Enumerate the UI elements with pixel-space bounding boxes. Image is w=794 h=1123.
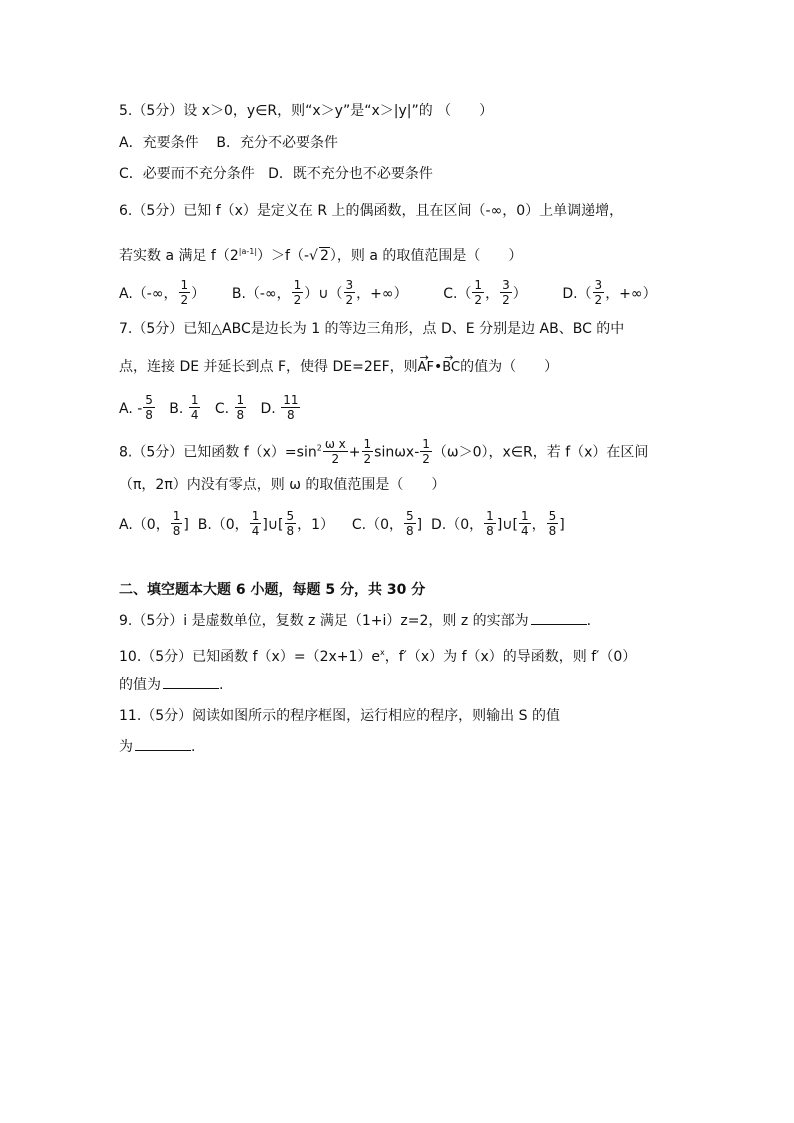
- fraction: $\frac{1}{8}$: [236, 393, 245, 422]
- answer-blank: [163, 676, 219, 689]
- fraction: $\frac{5}{8}$: [286, 509, 295, 538]
- q5-options-ab: [119, 133, 338, 153]
- answer-blank: [531, 612, 587, 625]
- fraction: $\frac{1}{2}$: [474, 278, 483, 307]
- fraction: $\frac{1}{2}$: [180, 278, 189, 307]
- q8-options: [119, 510, 565, 539]
- q7-option-c: C. $\frac{1}{8}$: [214, 393, 245, 422]
- q5-option-d: D．既不充分也不必要条件: [268, 166, 433, 182]
- fraction: $\frac{3}{2}$: [594, 278, 603, 307]
- q6-option-b: B.（-∞， $\frac{1}{2}$ ）∪（ $\frac{3}{2}$ ，+∞）: [231, 278, 408, 307]
- q8-stem-line2: （π，2π）内没有零点，则 ω 的取值范围是（ ）: [119, 477, 446, 493]
- q8-option-d: D.（0， $\frac{1}{8}$ ]∪[ $\frac{1}{4}$ ， $\frac{5}{8}$ ]: [431, 509, 565, 538]
- fraction: $\frac{1}{8}$: [486, 509, 494, 538]
- fraction: $\frac{1}{8}$: [172, 509, 181, 538]
- q6-sqrt-sign: √: [309, 248, 318, 264]
- q10-stem-line1: 10.（5分）已知函数 $f(x)=(2x+1)e^x$，f′（x）为 f（x）的导函数，则 f′（0）: [119, 648, 637, 665]
- vector-af: → AF: [418, 358, 434, 378]
- q7-options: [119, 394, 301, 423]
- fraction: $\frac{5}{8}$: [548, 509, 557, 538]
- q6-exponent: |a-1|: [238, 247, 258, 256]
- q5-stem: 5.（5分）设 x＞0，y∈R，则“x＞y”是“x＞|y|”的 （ ）: [119, 103, 494, 119]
- q7-stem-line2: 点，连接 DE 并延长到点 F，使得 DE=2EF，则→ AF•→ BC的值为（ ）: [119, 357, 558, 378]
- q6-stem-line1: 6.（5分）已知 f（x）是定义在 R 上的偶函数，且在区间（-∞，0）上单调递增，: [119, 203, 624, 219]
- fraction: $\frac{3}{2}$: [345, 278, 354, 307]
- fraction: $\frac{1}{2}$: [422, 437, 430, 466]
- q6-stem-line2: 若实数 a 满足 $f(2^{|a-1|})>f(-√$ 2），则 a 的取值范围是（ ）: [119, 247, 523, 264]
- fraction: $\frac{1}{2}$: [293, 278, 302, 307]
- q7-option-d: D. $\frac{11}{8}$: [260, 393, 299, 422]
- q9-stem: 9.（5分）i 是虚数单位，复数 z 满足（1+i）z=2，则 z 的实部为 .: [119, 613, 592, 629]
- answer-blank: [135, 738, 191, 751]
- q7-stem-line1: 7.（5分）已知△ABC是边长为 1 的等边三角形，点 D、E 分别是边 AB、BC 的中: [119, 321, 625, 337]
- q8-option-b: B.（0， $\frac{1}{4}$ ]∪[ $\frac{5}{8}$ ，1）: [197, 509, 335, 538]
- q5-option-b: B．充分不必要条件: [216, 135, 338, 151]
- q8-option-c: C.（0， $\frac{5}{8}$ ]: [351, 509, 423, 538]
- section-heading: 二、填空题本大题 6 小题，每题 5 分，共 30 分: [119, 582, 426, 598]
- fraction: $\frac{5}{8}$: [145, 393, 153, 422]
- q6-option-d: D.（ $\frac{3}{2}$ ，+∞）: [562, 278, 657, 307]
- q8-option-a: A.（0， $\frac{1}{8}$ ]: [119, 509, 189, 538]
- fraction: $\frac{1}{4}$: [190, 393, 199, 422]
- q5-options-cd: [119, 164, 433, 184]
- q5-option-a: A．充要条件: [119, 135, 199, 151]
- q6-option-c: C.（ $\frac{1}{2}$ ， $\frac{3}{2}$ ）: [443, 278, 527, 307]
- q6-option-a: A.（-∞， $\frac{1}{2}$ ）: [119, 278, 206, 307]
- vector-bc: → BC: [442, 358, 460, 378]
- fraction: $\frac{1}{4}$: [520, 509, 529, 538]
- q8-stem-line1: 8.（5分）已知函数 $f(x)=\sin^2$ $\frac{\text{ω x}}{2}$ + $\frac{1}{2}$ sinωx- $\frac{1}{2}$ （ω＞0），x∈R，若 f（x）在区间: [119, 437, 649, 466]
- fraction: $\frac{11}{8}$: [283, 393, 299, 422]
- q10-stem-line2: 的值为 .: [119, 677, 224, 693]
- q6-sqrt-arg: 2: [319, 248, 329, 264]
- fraction: $\frac{\text{ω x}}{2}$: [324, 437, 346, 466]
- q7-option-b: B. $\frac{1}{4}$: [169, 393, 199, 422]
- q11-stem-line1: 11.（5分）阅读如图所示的程序框图，运行相应的程序，则输出 S 的值: [119, 708, 560, 724]
- q5-option-c: C．必要而不充分条件: [119, 166, 255, 182]
- fraction: $\frac{1}{2}$: [363, 437, 372, 466]
- q6-options: [119, 279, 657, 308]
- fraction: $\frac{3}{2}$: [502, 278, 510, 307]
- fraction: $\frac{1}{4}$: [251, 509, 260, 538]
- fraction: $\frac{5}{8}$: [406, 509, 414, 538]
- q11-stem-line2: 为 .: [119, 739, 196, 755]
- q7-option-a: A. - $\frac{5}{8}$: [119, 393, 153, 422]
